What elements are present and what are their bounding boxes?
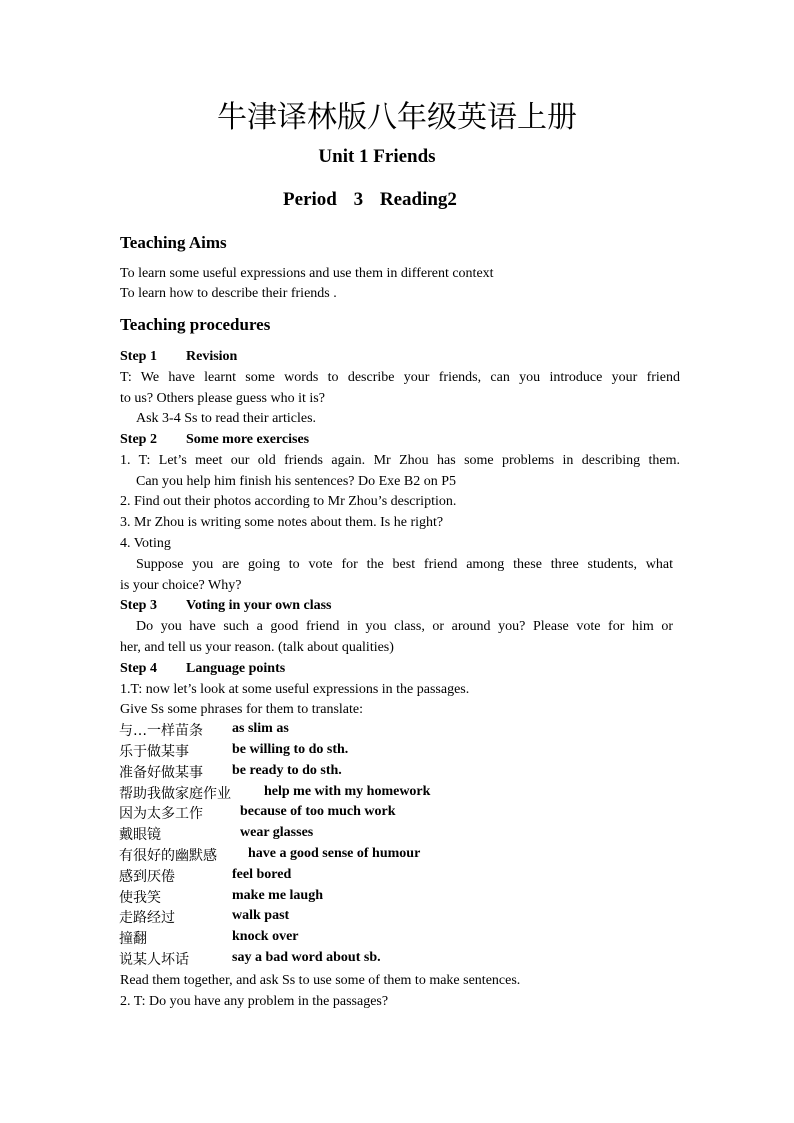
phrase-english: have a good sense of humour	[248, 846, 421, 861]
step4-line-3: Read them together, and ask Ss to use some of them to make sentences.	[120, 973, 521, 988]
phrase-row	[119, 720, 719, 741]
phrase-row	[119, 824, 719, 845]
step3-heading	[120, 596, 680, 616]
phrase-row	[119, 907, 719, 928]
phrase-row	[119, 741, 719, 762]
step4-title: Language points	[186, 661, 286, 676]
step1-line-2: to us? Others please guess who it is?	[120, 391, 325, 406]
phrase-row	[119, 887, 719, 908]
phrase-english: feel bored	[232, 867, 292, 882]
phrase-english: wear glasses	[240, 825, 314, 840]
step3-label: Step 3	[120, 598, 157, 613]
step4-heading	[120, 659, 680, 679]
step1-line-1: T: We have learnt some words to describe your friends, can you introduce your friend	[120, 370, 680, 385]
step1-line-3: Ask 3-4 Ss to read their articles.	[136, 411, 317, 426]
step1-title: Revision	[186, 349, 238, 364]
step3-title: Voting in your own class	[186, 598, 332, 613]
phrase-english: be willing to do sth.	[232, 742, 349, 757]
step2-line-5: 4. Voting	[120, 536, 171, 551]
phrase-chinese: 感到厌倦	[119, 869, 175, 885]
phrase-english: walk past	[232, 908, 290, 923]
phrase-english: be ready to do sth.	[232, 763, 342, 778]
phrase-row	[119, 845, 719, 866]
phrase-english: knock over	[232, 929, 299, 944]
aims-line-2: To learn how to describe their friends .	[120, 286, 337, 301]
phrase-chinese: 帮助我做家庭作业	[119, 786, 231, 802]
phrase-english: because of too much work	[240, 804, 396, 819]
phrase-chinese: 乐于做某事	[119, 744, 189, 760]
phrase-row	[119, 803, 719, 824]
phrase-english: as slim as	[232, 721, 289, 736]
phrase-row	[119, 928, 719, 949]
unit-heading: Unit 1 Friends	[318, 146, 436, 167]
phrase-chinese: 使我笑	[119, 890, 161, 906]
phrase-chinese: 撞翻	[119, 931, 147, 947]
aims-line-1: To learn some useful expressions and use them in different context	[120, 266, 494, 281]
phrase-row	[119, 866, 719, 887]
step2-line-7: is your choice? Why?	[120, 578, 242, 593]
step2-line-6: Suppose you are going to vote for the best friend among these three students, what	[136, 557, 673, 572]
step2-label: Step 2	[120, 432, 157, 447]
phrase-chinese: 有很好的幽默感	[119, 848, 217, 864]
step4-line-4: 2. T: Do you have any problem in the passages?	[120, 994, 389, 1009]
step2-title: Some more exercises	[186, 432, 310, 447]
step2-heading	[120, 430, 680, 450]
phrase-english: make me laugh	[232, 888, 323, 903]
step3-line-2: her, and tell us your reason. (talk about qualities)	[120, 640, 394, 655]
step4-label: Step 4	[120, 661, 157, 676]
phrase-row	[119, 949, 719, 970]
phrase-chinese: 因为太多工作	[119, 806, 203, 822]
phrase-row	[119, 762, 719, 783]
step4-line-2: Give Ss some phrases for them to translate:	[120, 702, 364, 717]
phrase-chinese: 说某人坏话	[119, 952, 189, 968]
aims-heading: Teaching Aims	[120, 233, 227, 252]
phrase-chinese: 走路经过	[119, 910, 175, 926]
step4-line-1: 1.T: now let’s look at some useful expressions in the passages.	[120, 682, 470, 697]
step2-line-3: 2. Find out their photos according to Mr Zhou’s description.	[120, 494, 457, 509]
phrase-english: say a bad word about sb.	[232, 950, 381, 965]
phrase-chinese: 准备好做某事	[119, 765, 203, 781]
step2-line-4: 3. Mr Zhou is writing some notes about them. Is he right?	[120, 515, 444, 530]
phrase-english: help me with my homework	[264, 784, 431, 799]
document-title: 牛津译林版八年级英语上册	[217, 100, 577, 135]
step2-line-1: 1. T: Let’s meet our old friends again. Mr Zhou has some problems in describing them.	[120, 453, 680, 468]
step3-line-1: Do you have such a good friend in you class, or around you? Please vote for him or	[136, 619, 673, 634]
period-heading: Period 3 Reading2	[283, 189, 457, 210]
step1-label: Step 1	[120, 349, 157, 364]
phrase-chinese: 戴眼镜	[119, 827, 161, 843]
phrase-row	[119, 783, 719, 804]
phrase-chinese: 与…一样苗条	[119, 723, 203, 739]
step1-heading	[120, 347, 680, 367]
procedures-heading: Teaching procedures	[120, 315, 271, 334]
step2-line-2: Can you help him finish his sentences? Do Exe B2 on P5	[136, 474, 457, 489]
